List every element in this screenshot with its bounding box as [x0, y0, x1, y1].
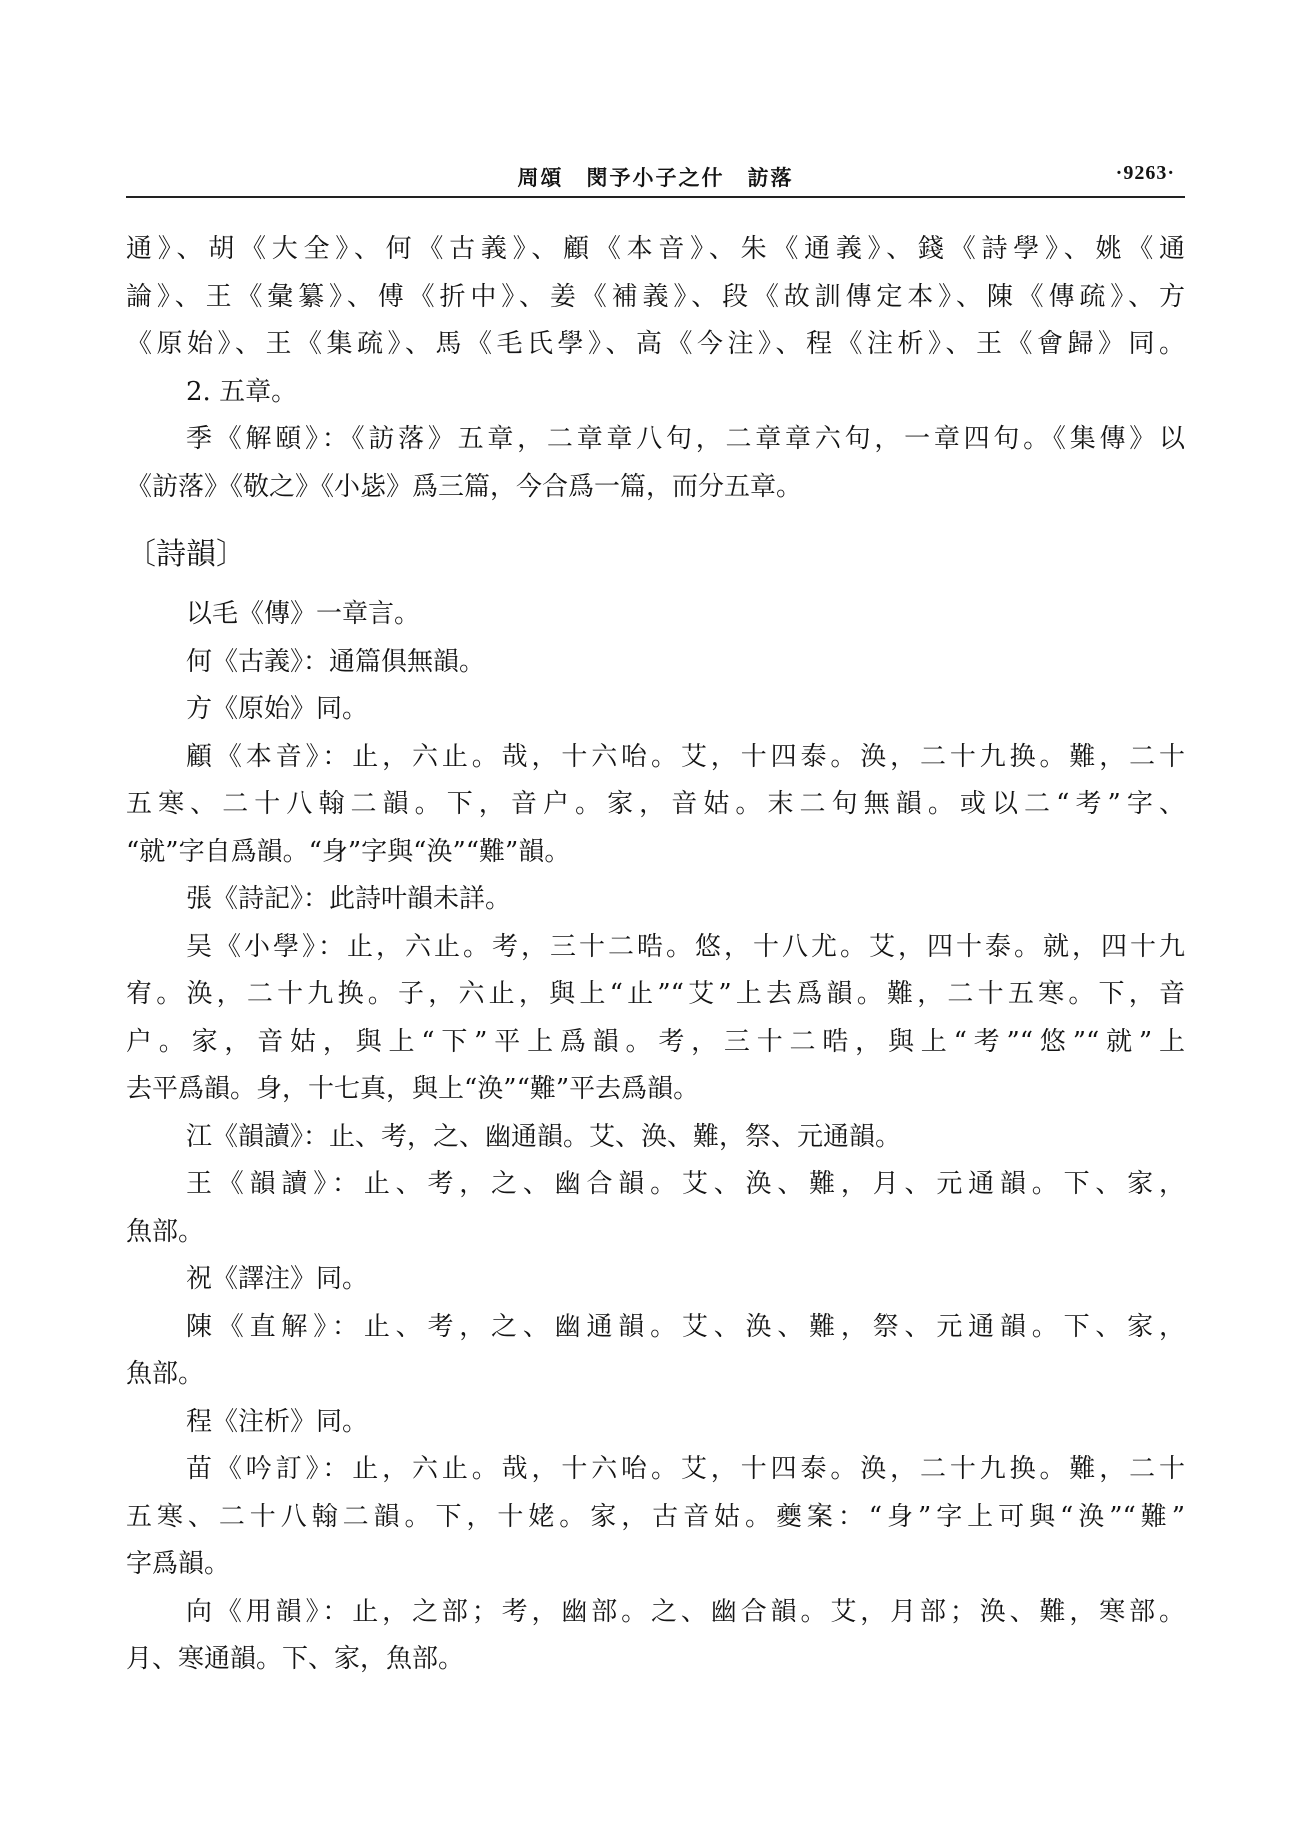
text-line: 五寒、二十八翰二韻。下，音户。家，音姑。末二句無韻。或以二“考”字、 — [126, 789, 1185, 819]
text-line: 以毛《傳》一章言。 — [186, 599, 421, 629]
text-line: 季《解頤》：《訪落》五章，二章章八句，二章章六句，一章四句。《集傳》以 — [186, 424, 1185, 454]
running-header — [126, 160, 1185, 198]
text-line: 程《注析》同。 — [186, 1406, 369, 1437]
page-number: ·9263· — [1115, 162, 1175, 184]
text-line: 2. 五章。 — [186, 376, 298, 407]
section-heading: 〔詩韻〕 — [126, 537, 246, 572]
text-line: “就”字自爲韻。“身”字與“涣”“難”韻。 — [126, 836, 571, 867]
text-line: 字爲韻。 — [126, 1549, 231, 1579]
text-line: 苗《吟訂》：止，六止。哉，十六咍。艾，十四泰。涣，二十九换。難，二十 — [186, 1454, 1185, 1484]
page-body — [126, 226, 1185, 1684]
text-line: 宥。涣，二十九换。子，六止，與上“止”“艾”上去爲韻。難，二十五寒。下，音 — [126, 979, 1185, 1009]
text-line: 何《古義》：通篇俱無韻。 — [186, 646, 486, 677]
text-line: 《原始》、王《集疏》、馬《毛氏學》、高《今注》、程《注析》、王《會歸》同。 — [126, 329, 1185, 359]
text-line: 江《韻讀》：止、考，之、幽通韻。艾、涣、難，祭、元通韻。 — [186, 1121, 902, 1152]
text-line: 五寒、二十八翰二韻。下，十姥。家，古音姑。夔案：“身”字上可與“涣”“難” — [126, 1501, 1185, 1532]
text-line: 通》、胡《大全》、何《古義》、顧《本音》、朱《通義》、錢《詩學》、姚《通 — [126, 234, 1185, 264]
text-line: 月、寒通韻。下、家，魚部。 — [126, 1644, 465, 1674]
text-line: 向《用韻》：止，之部；考，幽部。之、幽合韻。艾，月部；涣、難，寒部。 — [186, 1596, 1185, 1627]
text-line: 論》、王《彙纂》、傅《折中》、姜《補義》、段《故訓傳定本》、陳《傳疏》、方 — [126, 281, 1185, 312]
text-line: 方《原始》同。 — [186, 694, 369, 724]
text-line: 張《詩記》：此詩叶韻未詳。 — [186, 884, 512, 914]
text-line: 去平爲韻。身，十七真，與上“涣”“難”平去爲韻。 — [126, 1074, 700, 1104]
text-line: 吴《小學》：止，六止。考，三十二晧。悠，十八尤。艾，四十泰。就，四十九 — [186, 931, 1185, 962]
header-title: 周頌 閔予小子之什 訪落 — [517, 165, 794, 190]
text-line: 《訪落》《敬之》《小毖》爲三篇，今合爲一篇，而分五章。 — [126, 471, 803, 502]
text-line: 魚部。 — [126, 1216, 205, 1247]
text-line: 户。家，音姑，與上“下”平上爲韻。考，三十二晧，與上“考”“悠”“就”上 — [126, 1026, 1185, 1057]
text-line: 陳《直解》：止、考，之、幽通韻。艾、涣、難，祭、元通韻。下、家， — [186, 1311, 1185, 1342]
text-line: 王《韻讀》：止、考，之、幽合韻。艾、涣、難，月、元通韻。下、家， — [186, 1169, 1185, 1199]
text-line: 魚部。 — [126, 1359, 205, 1389]
text-line: 祝《譯注》同。 — [186, 1264, 369, 1294]
text-line: 顧《本音》：止，六止。哉，十六咍。艾，十四泰。涣，二十九换。難，二十 — [186, 741, 1185, 772]
